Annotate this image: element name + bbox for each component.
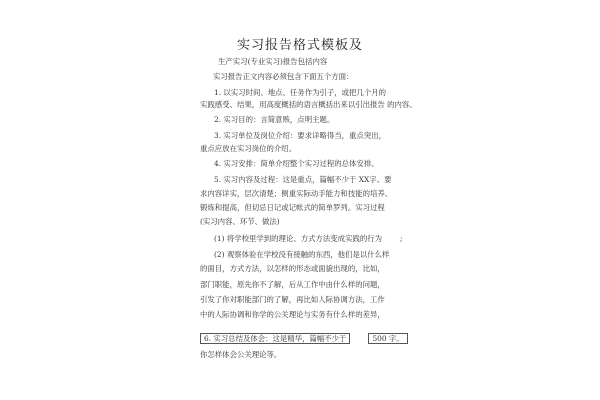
summary-label-box: 6. 实习总结及体会：这是精华，篇幅不少于 [200, 333, 350, 344]
line-item5-c: 锻炼和提高，但切忌日记或记帐式的简单罗列。实习过程 [200, 203, 385, 212]
summary-row [200, 334, 408, 344]
line-point2-c: 部门职能，原先你不了解，后从工作中由什么样的问题， [200, 280, 385, 289]
line-point2-b: 的面目，方式方法，以怎样的形态或面貌出现的，比如， [200, 264, 385, 273]
line-point2-e: 中的人际协调和你学的公关理论与实务有什么样的差异， [200, 310, 385, 319]
line-item3-a: 3. 实习单位及岗位介绍：要求详略得当，重点突出， [214, 131, 386, 140]
line-point2-a: (2) 观察体验在学校没有接触的东西，他们是以什么样 [214, 250, 390, 259]
summary-count-box: 500 字。 [368, 333, 407, 344]
line-item5-b: 求内容详实，层次清楚；侧重实际动手能力和技能的培养、 [200, 189, 393, 198]
line-item5-a: 5. 实习内容及过程：这是重点，篇幅不少于 XX字。要 [214, 175, 392, 184]
line-point2-d: 引发了你对职能部门的了解，再比如人际协调方法，工作 [200, 295, 385, 304]
line-point1-text: (1) 将学校里学到的理论、方式方法变成实践的行为 [214, 234, 383, 243]
line-item3-b: 重点应放在实习岗位的介绍。 [200, 144, 297, 153]
line-intro: 生产实习(专业实习)报告包括内容 [218, 57, 328, 66]
line-point1 [214, 234, 403, 244]
line-item4: 4. 实习安排：简单介绍整个实习过程的总体安排。 [214, 159, 379, 168]
document-title: 实习报告格式模板及 [236, 38, 363, 53]
line-item2: 2. 实习目的：言简意赅，点明主题。 [214, 115, 335, 124]
line-item1-a: 1. 以实习时间、地点、任务作为引子，或把几个月的 [214, 88, 386, 97]
line-point1-semicolon: ; [400, 234, 403, 243]
line-summary-end: 你怎样体会公关理论等。 [200, 350, 282, 359]
line-item1-b: 实践感受、结果，用高度概括的语言概括出来以引出报告 的内容。 [200, 100, 417, 109]
line-item5-d: (实习内容、环节、做法) [200, 217, 280, 226]
line-requirement: 实习报告正文内容必须包含下面五个方面： [213, 72, 354, 81]
